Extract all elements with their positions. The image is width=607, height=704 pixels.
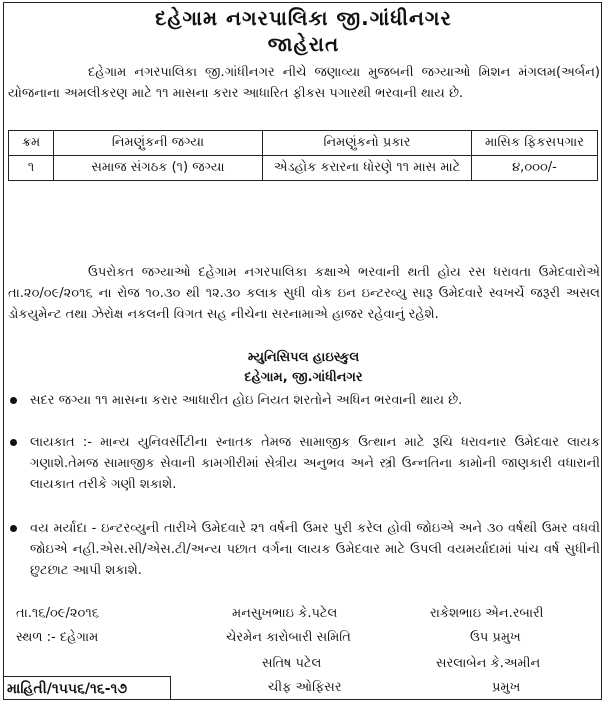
header-post: નિમણુંકની જગ્યા [54,131,263,156]
venue-line-2: દહેગામ, જી.ગાંધીનગર [244,370,363,385]
cell-serial: ૧ [9,156,54,181]
page-title: દહેગામ નગરપાલિકા જી.ગાંધીનગર [155,6,452,30]
venue-line-1: મ્યુનિસિપલ હાઇસ્કુલ [247,350,360,365]
bullet-icon [10,439,17,446]
notice-date: તા.૧૬/૦૯/૨૦૧૬ [16,606,99,621]
bullet-icon [10,525,17,532]
reference-number: માહિતી/૧૫૫૬/૧૬-૧૭ [3,676,171,700]
bullet-text: લાયકાત :- માન્ય યુનિવર્સીટીના સ્નાતક તેમજ સામાજીક ઉત્થાન માટે રૂચિ ધરાવનાર ઉમેદવાર લાયક ગણાશે.તેમજ સામાજીક સેવાની કામગીરીમાં સેત્રીય અનુભવ અને સ્ત્રી ઉન્નતિના કામોની જાણકારી વધારાની લાયકાત તરીકે ગણી શકાશે. [30,435,600,492]
cell-salary: ૪,૦૦૦/- [472,156,598,181]
bullet-text: વય મર્યાદા - ઇન્ટરવ્યુની તારીખે ઉમેદવારે ૨૧ વર્ષની ઉમર પુરી કરેલ હોવી જોઇએ અને ૩૦ વર્ષથી ઉમર વધવી જોઇએ નહી.એસ.સી/એસ.ટી/અન્ય પછાત વર્ગના લાયક ઉમેદવાર માટે ઉપલી વયમર્યાદામાં પાંચ વર્ષ સુધીની છુટછાટ આપી શકાશે. [30,521,600,578]
list-item [8,390,600,411]
signatory-2-name: રાકેશભાઇ એન.રબારી [430,606,544,621]
bullet-icon [10,397,17,404]
page-subtitle: જાહેરાત [267,32,340,56]
signatory-3-name: સતિષ પટેલ [262,656,322,671]
cell-type: એડહોક કરારના ધોરણે ૧૧ માસ માટે [263,156,472,181]
signatory-4-title: પ્રમુખ [492,680,521,695]
signatory-2-title: ઉપ પ્રમુખ [470,630,521,645]
table-row [9,156,598,181]
body-paragraph: ઉપરોકત જગ્યાઓ દહેગામ નગરપાલિકા કક્ષાએ ભરવાની થતી હોય રસ ધરાવતા ઉમેદવારોએ તા.૨૦/૦૯/૨૦૧૬ ના રોજ ૧૦.૩૦ થી ૧૨.૩૦ કલાક સુધી વોક ઇન ઇન્ટરવ્યુ સારૂ ઉમેદવારે સ્વખર્ચે જરૂરી અસલ ડોકયુમેન્ટ તથા ઝેરોક્ષ નકલની વિગત સહ નીચેના સરનામાએ હાજર રહેવાનું રહેશે. [8,265,600,322]
signatory-3-title: ચીફ ઓફિસર [268,680,342,695]
bullet-text: સદર જગ્યા ૧૧ માસના કરાર આધારીત હોઇ નિયત શરતોને અધિન ભરવાની થાય છે. [30,393,463,408]
posts-table [8,130,598,181]
intro-paragraph: દહેગામ નગરપાલિકા જી.ગાંધીનગર નીચે જણાવ્યા મુજબની જગ્યાઓ મિશન મંગલમ(અર્બન) યોજનાના અમલીકરણ માટે ૧૧ માસના કરાર આધારિત ફીકસ પગારથી ભરવાની થાય છે. [8,65,600,101]
signatory-1-name: મનસુખભાઇ કે.પટેલ [232,606,338,621]
signatory-4-name: સરલાબેન કે.અમીન [436,656,541,671]
table-header-row [9,131,598,156]
list-item [8,432,600,495]
list-item [8,518,600,581]
header-serial: ક્રમ [9,131,54,156]
header-salary: માસિક ફિકસપગાર [472,131,598,156]
cell-post: સમાજ સંગઠક (૧) જગ્યા [54,156,263,181]
signatory-1-title: ચેરમેન કારોબારી સમિતિ [226,630,351,645]
header-type: નિમણુંકનો પ્રકાર [263,131,472,156]
notice-place: સ્થળ :- દહેગામ [16,630,99,645]
